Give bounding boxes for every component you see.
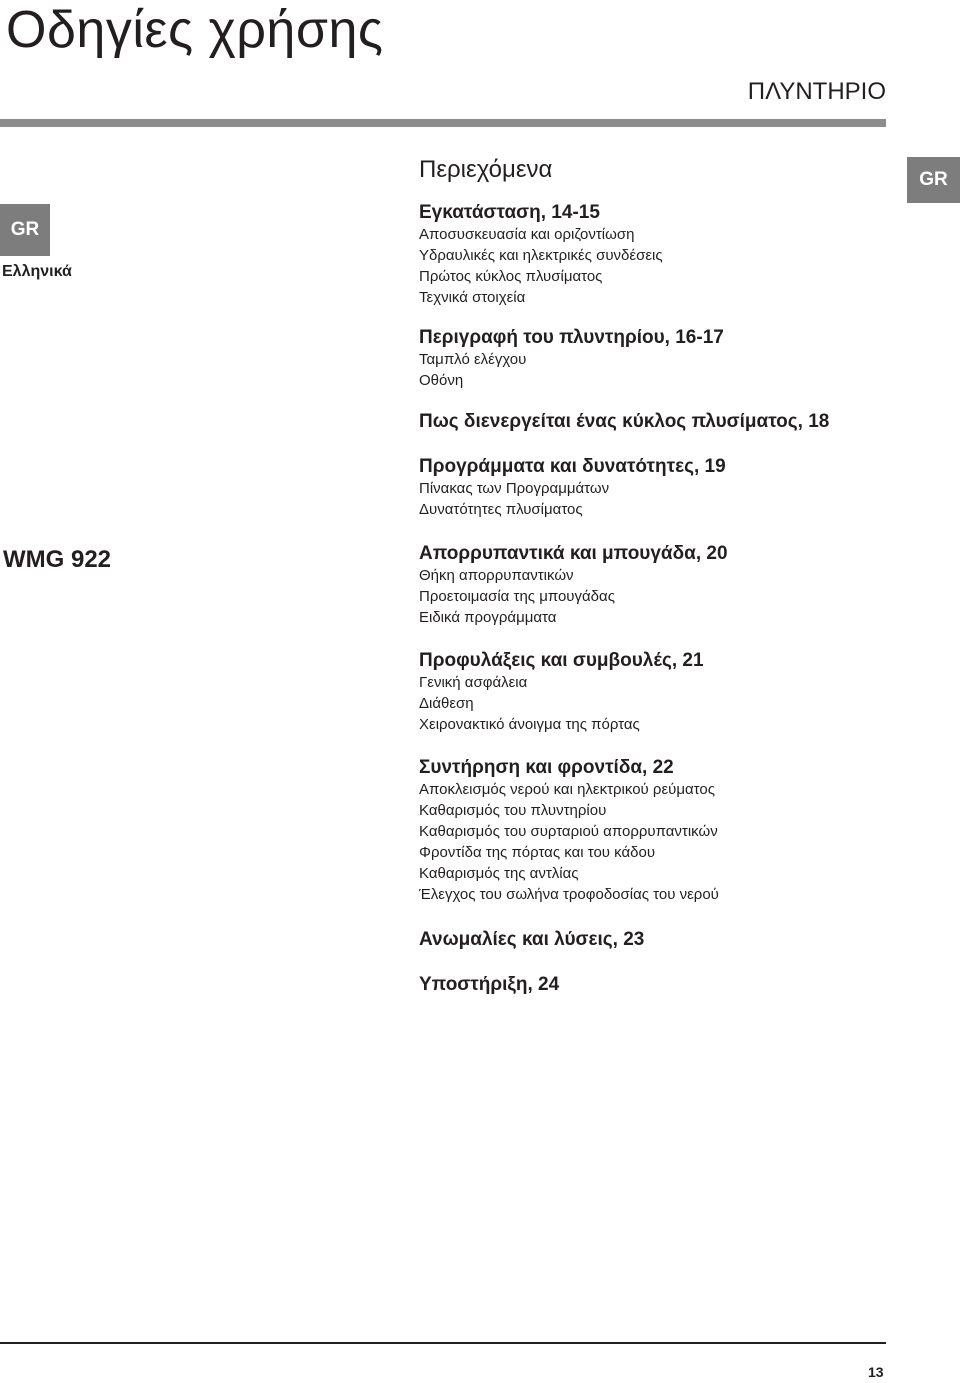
toc-item: Θήκη απορρυπαντικών [419,567,574,584]
toc-item: Ειδικά προγράμματα [419,609,557,626]
toc-item: Αποσυσκευασία και οριζοντίωση [419,226,635,243]
toc-item: Διάθεση [419,695,474,712]
toc-item: Πρώτος κύκλος πλυσίματος [419,268,603,285]
language-name: Ελληνικά [2,263,72,280]
toc-item: Προετοιμασία της μπουγάδας [419,588,615,605]
toc-section [419,202,899,308]
toc-section-items [419,349,899,391]
model-name: WMG 922 [3,546,112,573]
toc-item: Γενική ασφάλεια [419,674,528,691]
product-type: ΠΛΥΝΤΗΡΙΟ [747,78,886,105]
toc-title: Περιεχόμενα [419,156,553,183]
table-of-contents [419,156,899,996]
toc-item: Καθαρισμός της αντλίας [419,865,579,882]
toc-section-heading: Προφυλάξεις και συμβουλές, 21 [419,650,704,671]
toc-section [419,543,899,628]
toc-section-heading: Περιγραφή του πλυντηρίου, 16-17 [419,327,724,348]
toc-section [419,974,899,996]
toc-item: Οθόνη [419,372,464,389]
toc-section-heading: Εγκατάσταση, 14-15 [419,202,600,223]
header-rule [0,119,886,127]
toc-item: Αποκλεισμός νερού και ηλεκτρικού ρεύματος [419,781,715,798]
toc-item: Πίνακας των Προγραμμάτων [419,480,610,497]
toc-section [419,757,899,905]
toc-sections [419,202,899,996]
toc-section-heading: Ανωμαλίες και λύσεις, 23 [419,929,645,950]
toc-item: Καθαρισμός του συρταριού απορρυπαντικών [419,823,718,840]
toc-section-items [419,224,899,308]
toc-item: Τεχνικά στοιχεία [419,289,526,306]
toc-section [419,929,899,951]
toc-section [419,411,899,433]
page-number: 13 [868,1364,884,1380]
language-tab: GR [907,157,960,203]
toc-section-heading: Προγράμματα και δυνατότητες, 19 [419,456,726,477]
toc-section-items [419,779,899,905]
toc-section-heading: Υποστήριξη, 24 [419,974,560,995]
toc-item: Δυνατότητες πλυσίματος [419,501,583,518]
toc-item: Χειρονακτικό άνοιγμα της πόρτας [419,716,640,733]
document-title: Οδηγίες χρήσης [6,1,384,59]
toc-item: Έλεγχος του σωλήνα τροφοδοσίας του νερού [419,886,719,903]
toc-section-items [419,478,899,520]
toc-section [419,327,899,391]
toc-item: Καθαρισμός του πλυντηρίου [419,802,607,819]
toc-section [419,456,899,520]
footer-rule [0,1342,886,1344]
toc-item: Φροντίδα της πόρτας και του κάδου [419,844,656,861]
toc-section-heading: Απορρυπαντικά και μπουγάδα, 20 [419,543,728,564]
toc-item: Υδραυλικές και ηλεκτρικές συνδέσεις [419,247,663,264]
toc-section-items [419,672,899,735]
toc-section-heading: Συντήρηση και φροντίδα, 22 [419,757,674,778]
toc-section-items [419,565,899,628]
toc-section-heading: Πως διενεργείται ένας κύκλος πλυσίματος, 18 [419,411,830,432]
language-badge: GR [0,204,50,256]
toc-section [419,650,899,735]
toc-item: Ταμπλό ελέγχου [419,351,527,368]
